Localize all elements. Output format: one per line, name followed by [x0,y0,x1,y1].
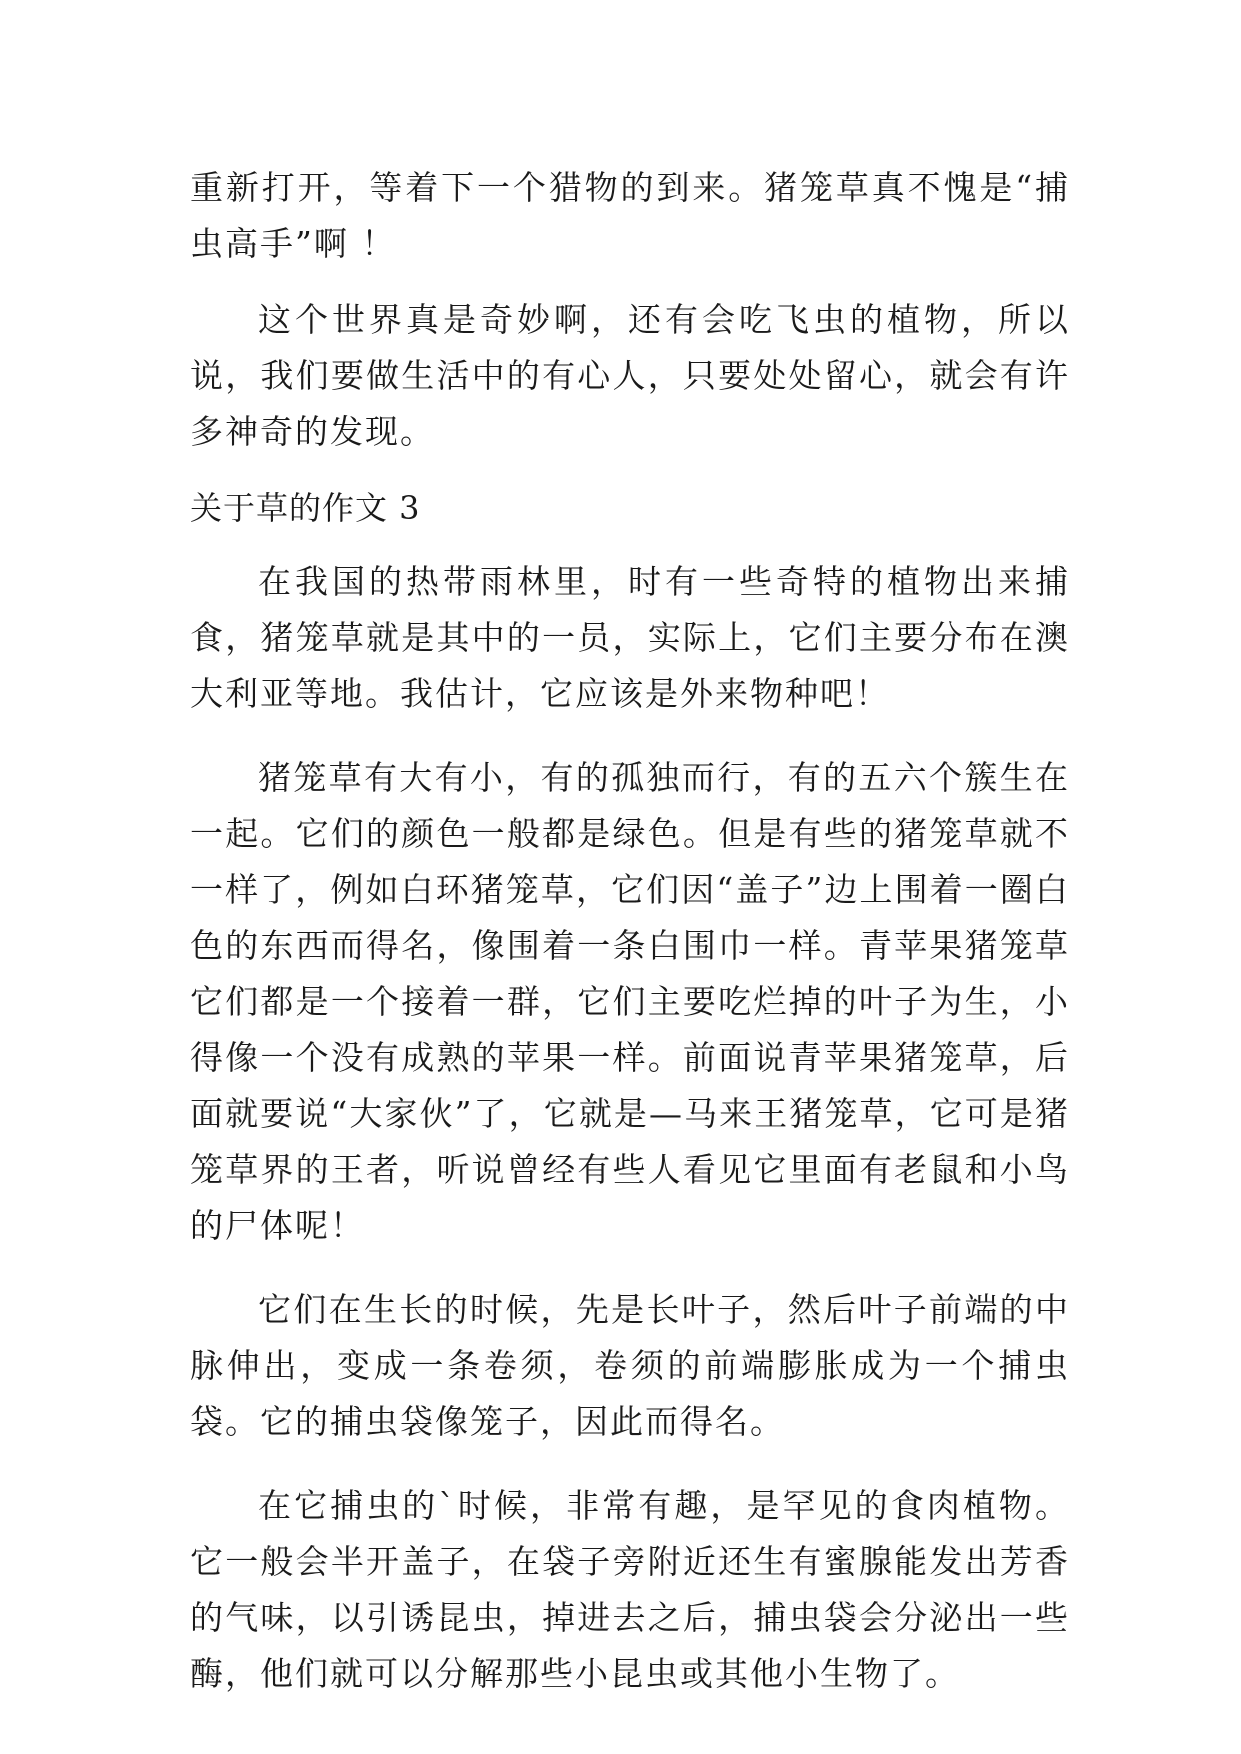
paragraph-sizes: 猪笼草有大有小，有的孤独而行，有的五六个簇生在一起。它们的颜色一般都是绿色。但是有些的猪笼草就不一样了，例如白环猪笼草，它们因“盖子”边上围着一圈白色的东西而得名，像围着一条白围巾一样。青苹果猪笼草它们都是一个接着一群，它们主要吃烂掉的叶子为生，小得像一个没有成熟的苹果一样。前面说青苹果猪笼草，后面就要说“大家伙”了，它就是—马来王猪笼草，它可是猪笼草界的王者，听说曾经有些人看见它里面有老鼠和小鸟的尸体呢！ [190,758,1070,1245]
essay-heading: 关于草的作文 3 [190,489,421,527]
paragraph-rainforest: 在我国的热带雨林里，时有一些奇特的植物出来捕食，猪笼草就是其中的一员，实际上，它们主要分布在澳大利亚等地。我估计，它应该是外来物种吧！ [190,562,1070,713]
paragraph-catch: 在它捕虫的`时候，非常有趣，是罕见的食肉植物。它一般会半开盖子，在袋子旁附近还生有蜜腺能发出芳香的气味，以引诱昆虫，掉进去之后，捕虫袋会分泌出一些酶，他们就可以分解那些小昆虫或其他小生物了。 [190,1486,1070,1693]
paragraph-continuation: 重新打开，等着下一个猎物的到来。猪笼草真不愧是“捕虫高手”啊 ！ [190,168,1070,263]
document-body [190,160,1070,1730]
paragraph-growth: 它们在生长的时候，先是长叶子，然后叶子前端的中脉伸出，变成一条卷须，卷须的前端膨胀成为一个捕虫袋。它的捕虫袋像笼子，因此而得名。 [190,1290,1070,1441]
paragraph-world: 这个世界真是奇妙啊，还有会吃飞虫的植物，所以说，我们要做生活中的有心人，只要处处留心，就会有许多神奇的发现。 [190,300,1070,451]
